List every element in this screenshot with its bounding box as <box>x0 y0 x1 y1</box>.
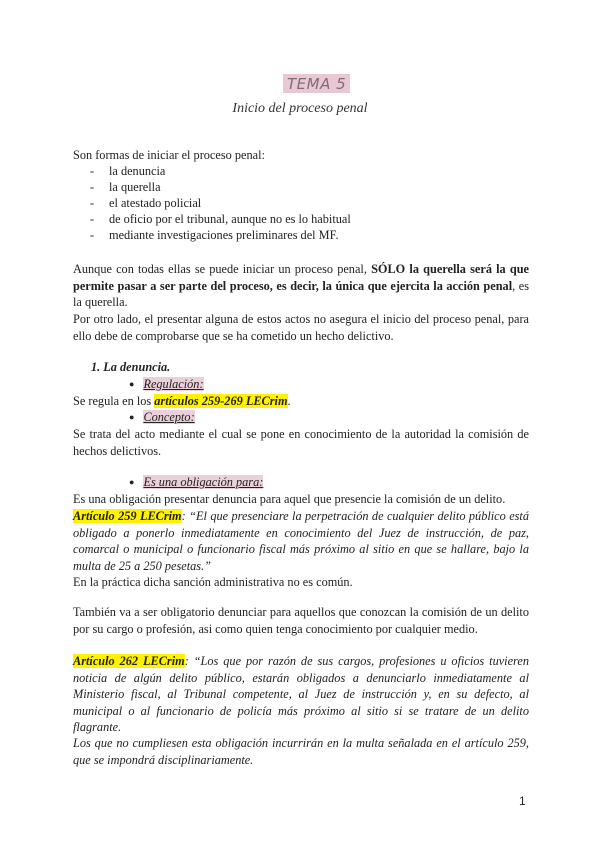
quote-art262: : “Los que por razón de sus cargos, profesiones u oficios tuvieren noticia de algún delito público, estarán obligados a denunciarlo inmediatamente al Ministerio fiscal, al Tribunal competente, al Juez de instrucción y, en su defecto, al municipal o al funcionario de policía más próximo al sitio si se tratare de un delito flagrante. <box>73 654 529 735</box>
regulacion-text <box>73 393 529 410</box>
list-dash: - <box>90 212 95 226</box>
articulo-262 <box>73 653 529 736</box>
quote-art259: : “El que presenciare la perpetración de cualquier delito público está obligado a ponerlo inmediatamente en conocimiento del Juez de instrucción, de paz, comarcal o municipal o funcionario fiscal más próximo al sitio en que se hallare, bajo la multa de 25 a 250 pesetas.” <box>73 509 529 573</box>
document-subtitle: Inicio del proceso penal <box>232 101 368 116</box>
practica-text: En la práctica dicha sanción administrativa no es común. <box>73 575 353 589</box>
paragraph-querella <box>73 261 529 311</box>
list-dash: - <box>90 164 95 178</box>
text: Se regula en los <box>73 394 155 408</box>
label-regulacion: Regulación: <box>143 377 204 391</box>
bullet-icon: ● <box>129 477 135 487</box>
concepto-text: Se trata del acto mediante el cual se pone en conocimiento de la autoridad la comisión de hechos delictivos. <box>73 427 529 458</box>
page-number: 1 <box>519 794 526 808</box>
label-concepto: Concepto: <box>143 410 195 424</box>
list-dash: - <box>90 196 95 210</box>
list-item: la denuncia <box>109 164 166 178</box>
list-item: de oficio por el tribunal, aunque no es lo habitual <box>109 212 351 226</box>
label-obligacion: Es una obligación para: <box>143 475 264 489</box>
bullet-regulacion <box>129 377 204 392</box>
section-heading: 1. La denuncia. <box>91 360 171 374</box>
bullet-obligacion <box>129 475 263 490</box>
bold-emphasis: SÓLO la querella será la que permite pasar a ser parte del proceso, es decir, la única que ejercita la acción penal <box>73 262 529 293</box>
articulo-259 <box>73 508 529 574</box>
highlight-art259: Artículo 259 LECrim <box>73 509 182 523</box>
intro-lead: Son formas de iniciar el proceso penal: <box>73 148 265 162</box>
obligacion-text: Es una obligación presentar denuncia para aquel que presencie la comisión de un delito. <box>73 492 506 506</box>
bullet-concepto <box>129 410 195 425</box>
list-item: mediante investigaciones preliminares del MF. <box>109 228 339 242</box>
paragraph-otro-lado: Por otro lado, el presentar alguna de estos actos no asegura el inicio del proceso penal, para ello debe de comprobarse que se ha cometido un hecho delictivo. <box>73 312 529 343</box>
list-dash: - <box>90 228 95 242</box>
tambien-text: También va a ser obligatorio denunciar para aquellos que conozcan la comisión de un delito por su cargo o profesión, asi como quien tenga conocimiento por cualquier medio. <box>73 605 529 636</box>
text: . <box>287 394 291 408</box>
list-dash: - <box>90 180 95 194</box>
list-item: la querella <box>109 180 161 194</box>
art262-continuation: Los que no cumpliesen esta obligación incurrirán en la multa señalada en el artículo 259, que se impondrá disciplinariamente. <box>73 736 529 767</box>
list-item: el atestado policial <box>109 196 202 210</box>
paragraph-text: , es la querella. <box>73 278 529 310</box>
topic-title: TEMA 5 <box>283 74 350 93</box>
paragraph-text: Aunque con todas ellas se puede iniciar un proceso penal, <box>73 262 372 276</box>
highlight-articulos: artículos 259-269 LECrim <box>154 394 288 408</box>
bullet-icon: ● <box>129 412 135 422</box>
highlight-art262: Artículo 262 LECrim <box>73 654 185 668</box>
bullet-icon: ● <box>129 379 135 389</box>
